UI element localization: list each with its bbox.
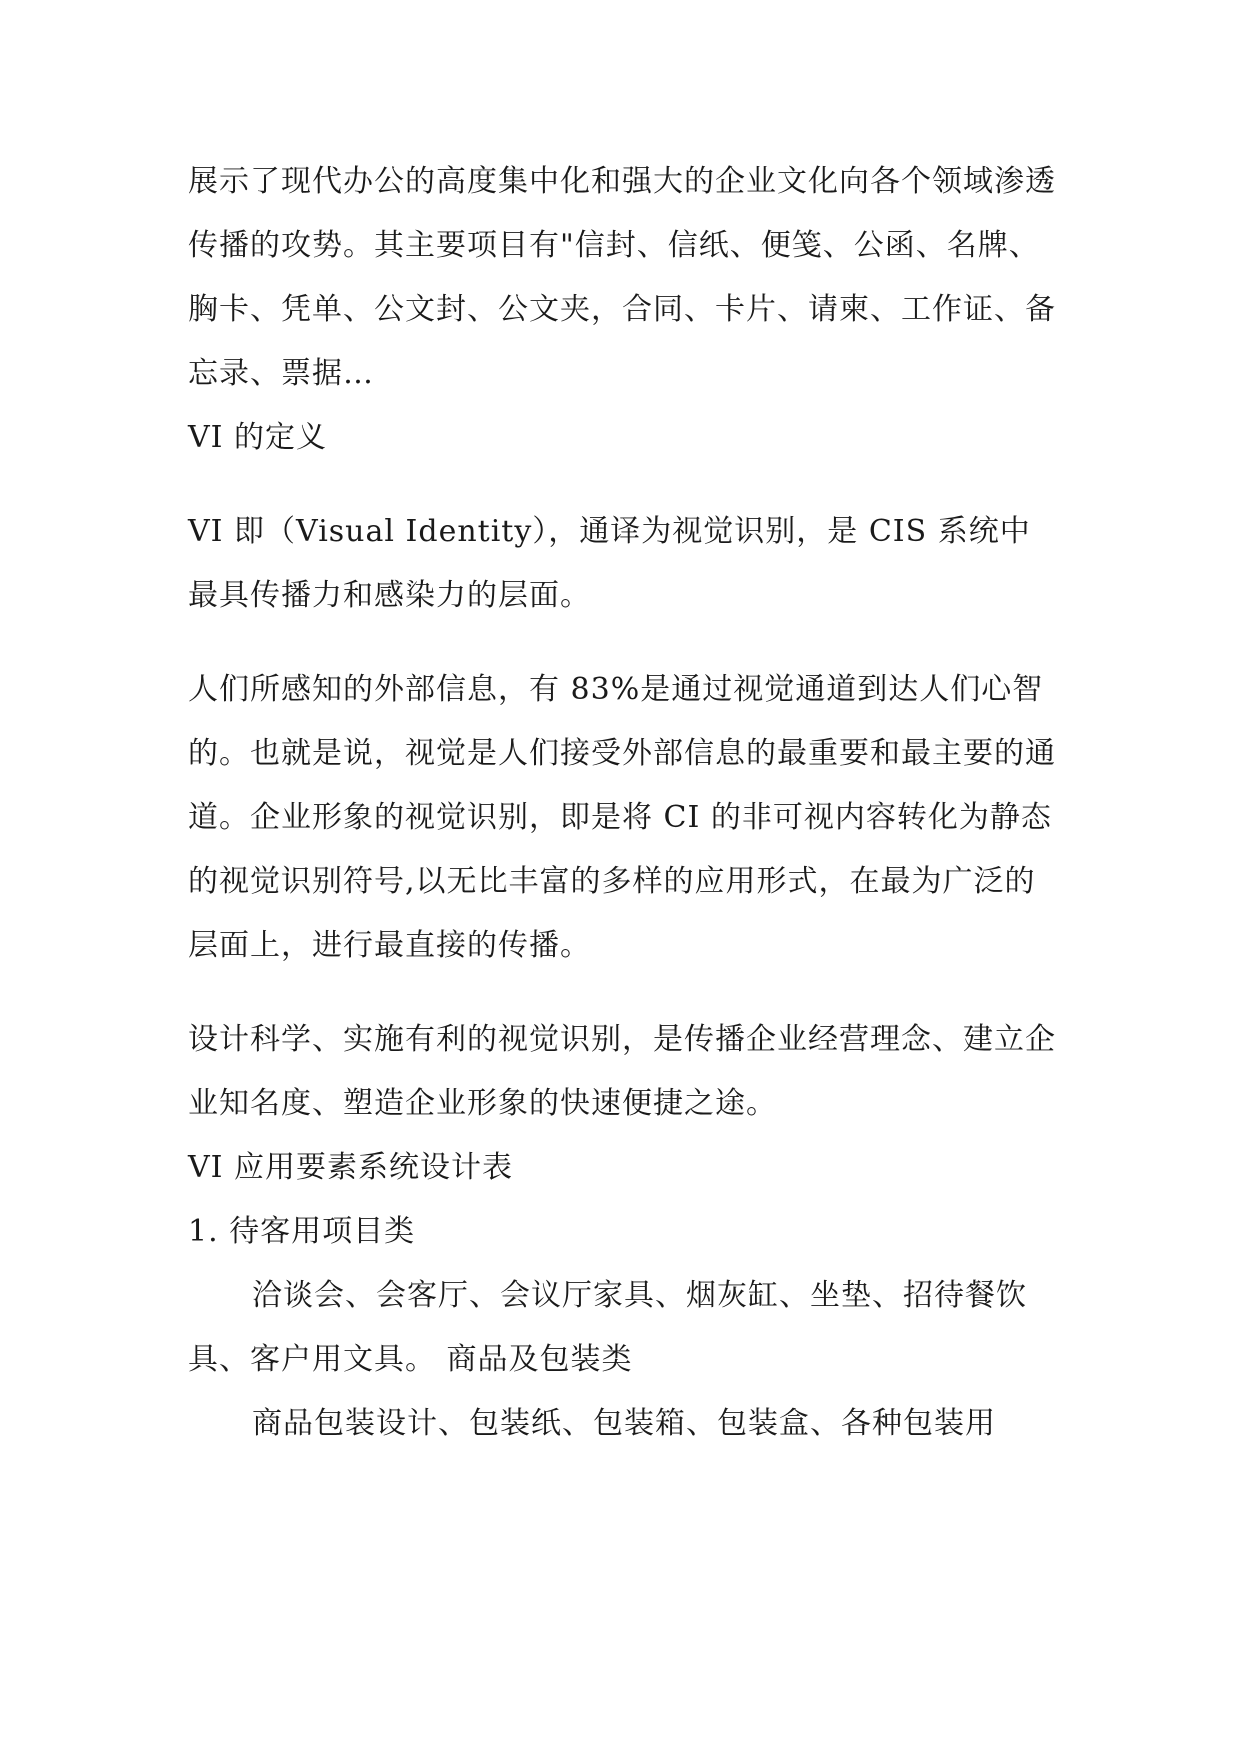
- paragraph-packaging-items: 商品包装设计、包装纸、包装箱、包装盒、各种包装用: [252, 1406, 996, 1441]
- paragraph-design-science: 设计科学、实施有利的视觉识别，是传播企业经营理念、建立企业知名度、塑造企业形象的快速便捷之途。: [188, 1022, 1056, 1121]
- paragraph-visual-information: 人们所感知的外部信息，有 83%是通过视觉通道到达人们心智的。也就是说，视觉是人们接受外部信息的最重要和最主要的通道。企业形象的视觉识别，即是将 CI 的非可视内容转化为静态的视觉识别符号,以无比丰富的多样的应用形式，在最为广泛的层面上，进行最直接的传播。: [188, 672, 1056, 963]
- paragraph-office-items: 展示了现代办公的高度集中化和强大的企业文化向各个领域渗透传播的攻势。其主要项目有"信封、信纸、便笺、公函、名牌、胸卡、凭单、公文封、公文夹，合同、卡片、请柬、工作证、备忘录、票据…: [188, 164, 1056, 391]
- heading-vi-application-table: VI 应用要素系统设计表: [188, 1150, 514, 1185]
- paragraph-reception-items: 洽谈会、会客厅、会议厅家具、烟灰缸、坐垫、招待餐饮具、客户用文具。 商品及包装类: [188, 1278, 1027, 1377]
- heading-vi-definition: VI 的定义: [188, 420, 328, 455]
- list-item-reception-category: 1. 待客用项目类: [188, 1214, 416, 1249]
- paragraph-vi-meaning: VI 即（Visual Identity），通译为视觉识别，是 CIS 系统中最具传播力和感染力的层面。: [188, 514, 1031, 613]
- document-body: [188, 150, 1058, 1456]
